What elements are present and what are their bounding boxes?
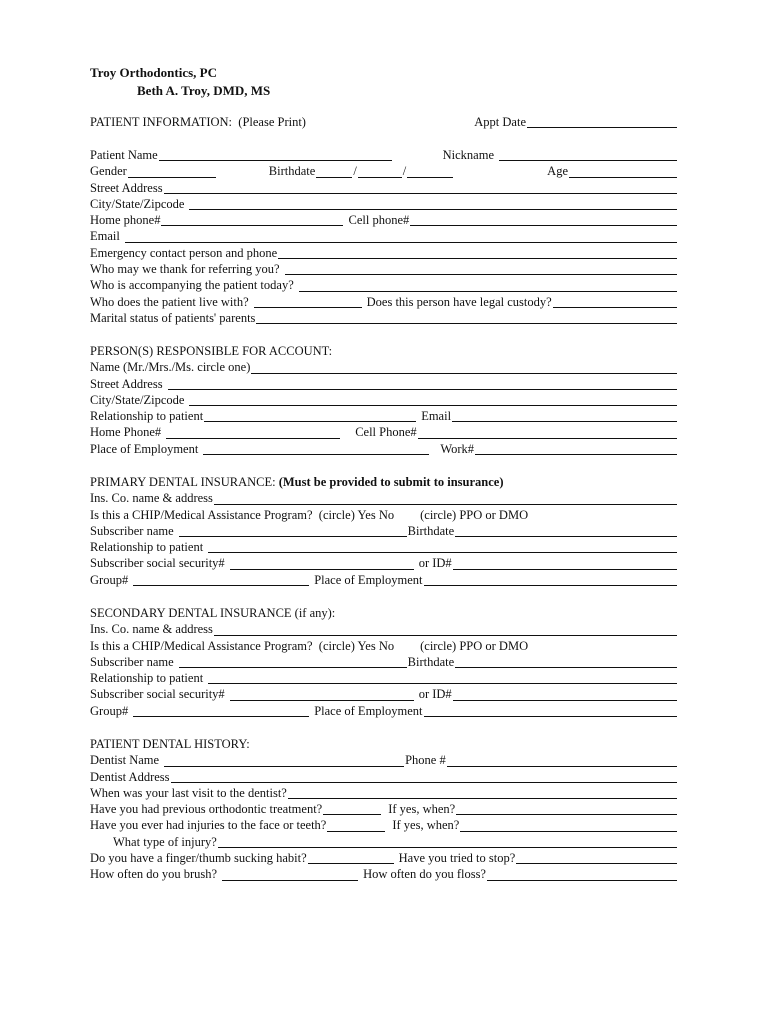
responsible-name-field[interactable] — [251, 362, 677, 374]
dental-history-heading: PATIENT DENTAL HISTORY: — [90, 737, 250, 751]
birthdate-label: Birthdate — [268, 164, 316, 179]
floss-label: How often do you floss? — [363, 867, 486, 882]
responsible-employment-field[interactable] — [203, 443, 429, 455]
secondary-relationship-field[interactable] — [208, 672, 677, 684]
emergency-contact-label: Emergency contact person and phone — [90, 245, 278, 260]
prev-ortho-when-field[interactable] — [456, 803, 677, 815]
responsible-name-label: Name (Mr./Mrs./Ms. circle one) — [90, 360, 251, 375]
responsible-city-field[interactable] — [189, 394, 677, 406]
responsible-street-label: Street Address — [90, 376, 163, 391]
dentist-phone-field[interactable] — [447, 755, 677, 767]
secondary-id-field[interactable] — [453, 689, 677, 701]
city-state-zip-field[interactable] — [189, 198, 677, 210]
age-field[interactable] — [569, 166, 677, 178]
secondary-chip-question[interactable]: Is this a CHIP/Medical Assistance Program? (circle) Yes No — [90, 638, 395, 653]
secondary-insurance-section — [90, 605, 678, 719]
responsible-employment-label: Place of Employment — [90, 441, 199, 456]
finger-thumb-label: Do you have a finger/thumb sucking habit? — [90, 851, 307, 866]
cell-phone-field[interactable] — [410, 214, 677, 226]
primary-ins-co-label: Ins. Co. name & address — [90, 491, 213, 506]
responsible-work-field[interactable] — [475, 443, 677, 455]
lives-with-field[interactable] — [254, 296, 362, 308]
referral-label: Who may we thank for referring you? — [90, 262, 280, 277]
birthdate-day-field[interactable] — [358, 166, 402, 178]
primary-relationship-label: Relationship to patient — [90, 540, 204, 555]
responsible-email-label: Email — [421, 409, 452, 424]
primary-chip-question[interactable]: Is this a CHIP/Medical Assistance Program? (circle) Yes No — [90, 507, 395, 522]
prev-ortho-field[interactable] — [323, 803, 381, 815]
primary-or-id-label: or ID# — [418, 556, 452, 571]
responsible-home-phone-label: Home Phone# — [90, 425, 162, 440]
primary-group-field[interactable] — [133, 574, 309, 586]
street-address-field[interactable] — [164, 182, 677, 194]
primary-birthdate-label: Birthdate — [407, 523, 455, 538]
secondary-ins-co-label: Ins. Co. name & address — [90, 622, 213, 637]
birthdate-year-field[interactable] — [407, 166, 453, 178]
floss-field[interactable] — [487, 869, 677, 881]
secondary-ssn-field[interactable] — [230, 689, 414, 701]
responsible-relationship-field[interactable] — [204, 410, 416, 422]
primary-group-label: Group# — [90, 572, 129, 587]
primary-ppo-choice[interactable]: (circle) PPO or DMO — [420, 507, 529, 522]
primary-insurance-section — [90, 474, 678, 588]
primary-birthdate-field[interactable] — [455, 525, 677, 537]
patient-info-heading: PATIENT INFORMATION: (Please Print) — [90, 115, 306, 129]
patient-info-heading-row — [90, 114, 678, 130]
responsible-section — [90, 343, 678, 457]
dentist-phone-label: Phone # — [405, 753, 446, 768]
doctor-name: Beth A. Troy, DMD, MS — [137, 83, 271, 98]
primary-employment-field[interactable] — [424, 574, 677, 586]
primary-insurance-heading: PRIMARY DENTAL INSURANCE: — [90, 475, 279, 489]
appt-date-label: Appt Date — [474, 115, 526, 129]
injuries-label: Have you ever had injuries to the face or teeth? — [90, 818, 327, 833]
secondary-employment-label: Place of Employment — [314, 703, 423, 718]
secondary-or-id-label: or ID# — [418, 687, 452, 702]
secondary-birthdate-field[interactable] — [455, 656, 677, 668]
city-state-zip-label: City/State/Zipcode — [90, 196, 185, 211]
prev-ortho-label: Have you had previous orthodontic treatment? — [90, 802, 323, 817]
secondary-ssn-label: Subscriber social security# — [90, 687, 225, 702]
cell-phone-label: Cell phone# — [348, 213, 410, 228]
primary-subscriber-name-label: Subscriber name — [90, 523, 174, 538]
dentist-name-label: Dentist Name — [90, 753, 160, 768]
birthdate-slash-2: / — [402, 164, 407, 179]
referral-field[interactable] — [285, 263, 677, 275]
injury-type-field[interactable] — [218, 836, 677, 848]
secondary-group-label: Group# — [90, 703, 129, 718]
gender-label: Gender — [90, 164, 127, 179]
nickname-field[interactable] — [499, 149, 677, 161]
primary-subscriber-name-field[interactable] — [179, 525, 407, 537]
secondary-birthdate-label: Birthdate — [407, 654, 455, 669]
nickname-label: Nickname — [442, 148, 494, 162]
responsible-relationship-label: Relationship to patient — [90, 409, 204, 424]
primary-id-field[interactable] — [453, 558, 677, 570]
dental-history-section — [90, 736, 678, 883]
responsible-cell-phone-label: Cell Phone# — [355, 425, 417, 440]
marital-status-field[interactable] — [256, 312, 677, 324]
dentist-address-field[interactable] — [171, 771, 677, 783]
practice-name: Troy Orthodontics, PC — [90, 65, 217, 80]
tried-stop-label: Have you tried to stop? — [398, 851, 516, 866]
responsible-city-label: City/State/Zipcode — [90, 392, 185, 407]
responsible-cell-phone-field[interactable] — [418, 427, 677, 439]
injuries-field[interactable] — [327, 820, 385, 832]
responsible-home-phone-field[interactable] — [166, 427, 340, 439]
street-address-label: Street Address — [90, 180, 163, 195]
brush-field[interactable] — [222, 869, 358, 881]
primary-insurance-note: (Must be provided to submit to insurance) — [278, 475, 504, 489]
secondary-subscriber-name-label: Subscriber name — [90, 654, 174, 669]
appt-date-field[interactable] — [527, 116, 677, 128]
prev-ortho-when-label: If yes, when? — [388, 802, 456, 817]
secondary-ppo-choice[interactable]: (circle) PPO or DMO — [420, 638, 529, 653]
accompanying-field[interactable] — [299, 280, 677, 292]
home-phone-label: Home phone# — [90, 213, 161, 228]
custody-label: Does this person have legal custody? — [366, 294, 552, 309]
birthdate-month-field[interactable] — [316, 166, 352, 178]
lives-with-label: Who does the patient live with? — [90, 294, 249, 309]
secondary-subscriber-name-field[interactable] — [179, 656, 407, 668]
patient-info-section — [90, 147, 678, 326]
primary-ins-co-field[interactable] — [214, 493, 677, 505]
tried-stop-field[interactable] — [516, 852, 677, 864]
secondary-ins-co-field[interactable] — [214, 624, 677, 636]
emergency-contact-field[interactable] — [278, 247, 677, 259]
gender-field[interactable] — [128, 166, 216, 178]
secondary-employment-field[interactable] — [424, 705, 677, 717]
injuries-when-label: If yes, when? — [392, 818, 460, 833]
dentist-address-label: Dentist Address — [90, 769, 170, 784]
custody-field[interactable] — [553, 296, 677, 308]
last-visit-label: When was your last visit to the dentist? — [90, 785, 287, 800]
accompanying-label: Who is accompanying the patient today? — [90, 278, 294, 293]
home-phone-field[interactable] — [161, 214, 343, 226]
primary-employment-label: Place of Employment — [314, 572, 423, 587]
responsible-email-field[interactable] — [452, 410, 677, 422]
age-label: Age — [547, 164, 568, 179]
secondary-insurance-heading: SECONDARY DENTAL INSURANCE (if any): — [90, 606, 336, 620]
primary-ssn-label: Subscriber social security# — [90, 556, 225, 571]
injuries-when-field[interactable] — [460, 820, 677, 832]
responsible-heading: PERSON(S) RESPONSIBLE FOR ACCOUNT: — [90, 344, 333, 358]
finger-thumb-field[interactable] — [308, 852, 394, 864]
responsible-work-label: Work# — [440, 441, 475, 456]
patient-name-field[interactable] — [159, 149, 392, 161]
marital-status-label: Marital status of patients' parents — [90, 310, 256, 325]
patient-name-label: Patient Name — [90, 148, 158, 162]
dentist-name-field[interactable] — [164, 755, 404, 767]
secondary-relationship-label: Relationship to patient — [90, 671, 204, 686]
last-visit-field[interactable] — [288, 787, 677, 799]
responsible-street-field[interactable] — [168, 378, 677, 390]
email-field[interactable] — [125, 231, 677, 243]
primary-relationship-field[interactable] — [208, 541, 677, 553]
birthdate-slash-1: / — [353, 164, 357, 179]
primary-ssn-field[interactable] — [230, 558, 414, 570]
brush-label: How often do you brush? — [90, 867, 218, 882]
secondary-group-field[interactable] — [133, 705, 309, 717]
email-label: Email — [90, 229, 120, 244]
injury-type-label: What type of injury? — [113, 834, 217, 849]
